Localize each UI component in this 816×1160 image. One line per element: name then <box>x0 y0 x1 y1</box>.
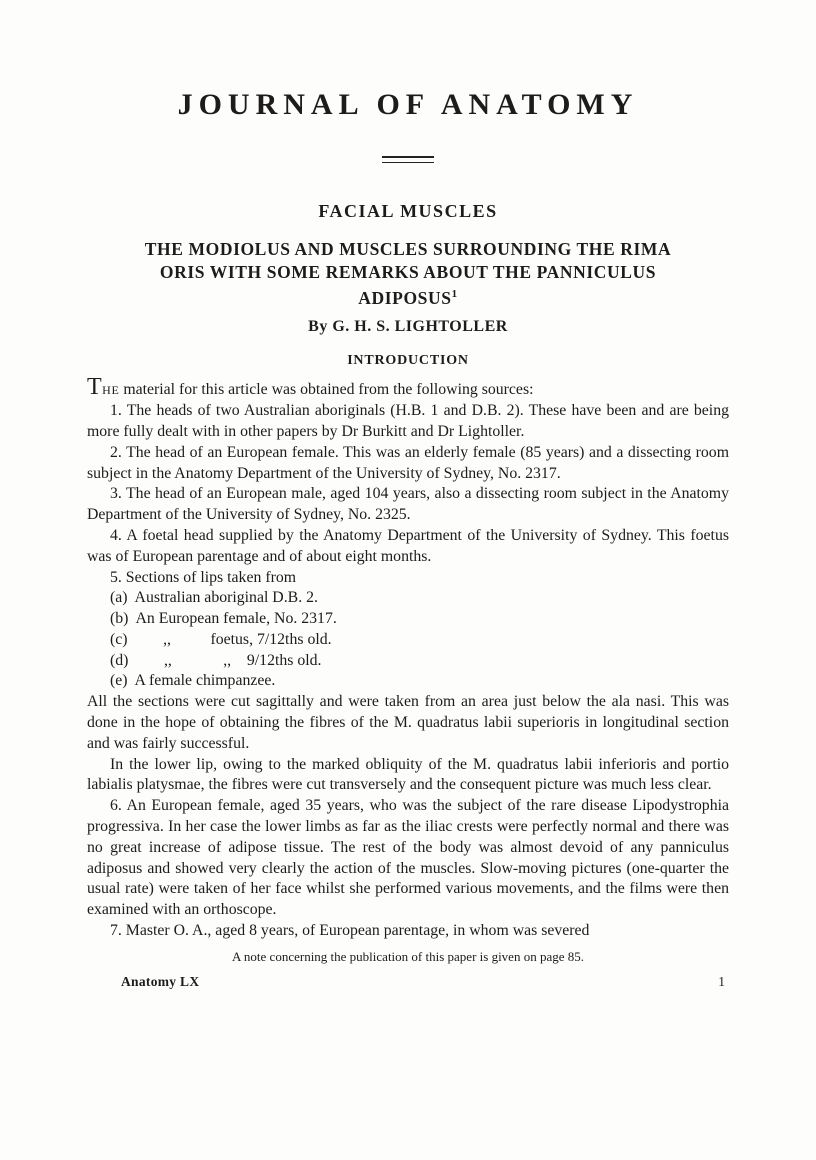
article-body <box>87 374 729 942</box>
list-item-c: (c) ,, foetus, 7/12ths old. <box>110 630 332 648</box>
author-byline: By G. H. S. LIGHTOLLER <box>308 318 508 336</box>
page-footer <box>87 974 729 990</box>
page-content <box>87 0 729 990</box>
list-item-d: (d) ,, ,, 9/12ths old. <box>110 651 322 669</box>
article-title <box>87 238 729 309</box>
page-footnote: A note concerning the publication of this paper is given on page 85. <box>232 948 584 964</box>
intro-paragraph <box>87 374 729 401</box>
journal-masthead: JOURNAL OF ANATOMY <box>177 88 639 121</box>
paragraph-source-3: 3. The head of an European male, aged 104 years, also a dissecting room subject in the Anatomy Department of the University of Sydney, No. 2325. <box>87 485 729 524</box>
lip-sections-list <box>87 588 729 692</box>
article-title-line-3-text: ADIPOSUS <box>358 287 452 308</box>
paragraph-lower-lip: In the lower lip, owing to the marked obliquity of the M. quadratus labii inferioris and portio labialis platysmae, the fibres were cut transversely and the consequent picture was much less clear. <box>87 755 729 794</box>
paragraph-source-2: 2. The head of an European female. This was an elderly female (85 years) and a dissecting room subject in the Anatomy Department of the University of Sydney, No. 2317. <box>87 443 729 482</box>
paragraph-source-7: 7. Master O. A., aged 8 years, of European parentage, in whom was severed <box>110 922 590 940</box>
list-item-a: (a) Australian aboriginal D.B. 2. <box>110 589 318 607</box>
footer-journal-volume: Anatomy LX <box>121 973 200 989</box>
footer-page-number: 1 <box>718 973 725 989</box>
article-title-line-2: ORIS WITH SOME REMARKS ABOUT THE PANNICULUS <box>159 261 657 282</box>
paragraph-source-5: 5. Sections of lips taken from <box>110 568 297 586</box>
paragraph-source-4: 4. A foetal head supplied by the Anatomy Department of the University of Sydney. This foetus was of European parentage and of about eight months. <box>87 526 729 565</box>
paragraph-source-1: 1. The heads of two Australian aboriginals (H.B. 1 and D.B. 2). These have been and are being more fully dealt with in other papers by Dr Burkitt and Dr Lightoller. <box>87 402 729 440</box>
double-rule-divider <box>382 156 434 163</box>
paragraph-source-6: 6. An European female, aged 35 years, who was the subject of the rare disease Lipodystrophia progressiva. In her case the lower limbs as far as the iliac crests were perfectly normal and there was no great increase of adipose tissue. The rest of the body was almost devoid of any panniculus adiposus and showed very clearly the action of the muscles. Slow-moving pictures (one-quarter the usual rate) were taken of her face whilst she performed various movements, and the films were then examined with an orthoscope. <box>87 797 729 919</box>
introduction-heading: INTRODUCTION <box>347 353 469 369</box>
article-title-line-1: THE MODIOLUS AND MUSCLES SURROUNDING THE RIMA <box>144 239 672 259</box>
lead-smallcaps: HE <box>102 383 120 398</box>
list-item-e: (e) A female chimpanzee. <box>110 672 276 690</box>
lead-initial: T <box>87 374 103 401</box>
intro-paragraph-text: material for this article was obtained from the following sources: <box>119 381 534 399</box>
article-section-title: FACIAL MUSCLES <box>318 201 498 221</box>
article-title-line-3 <box>87 283 729 309</box>
footnote-marker: 1 <box>451 288 458 300</box>
paragraph-sections-note: All the sections were cut sagittally and were taken from an area just below the ala nasi. This was done in the hope of obtaining the fibres of the M. quadratus labii superioris in longitudinal section and was fairly successful. <box>87 693 729 752</box>
list-item-b: (b) An European female, No. 2317. <box>110 610 337 628</box>
